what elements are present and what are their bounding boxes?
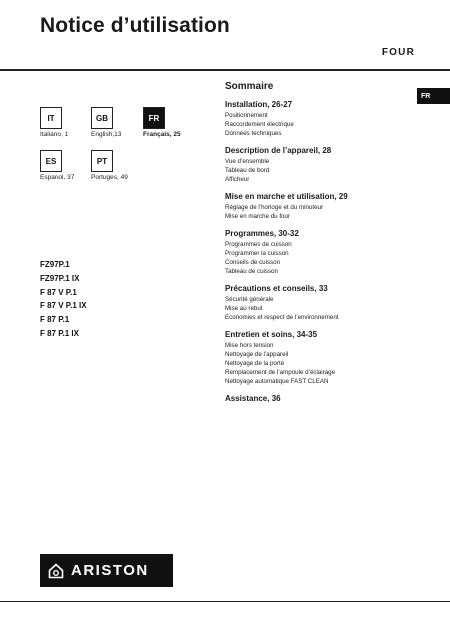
toc-item: Programmer la cuisson [225, 250, 289, 257]
house-icon [48, 563, 64, 579]
toc-heading[interactable]: Mise en marche et utilisation, 29 [225, 192, 348, 201]
toc-item: Mise au rebut [225, 305, 263, 312]
toc-item: Remplacement de l’ampoule d’éclairage [225, 369, 336, 376]
toc-section [225, 191, 425, 221]
toc-section [225, 145, 425, 184]
bottom-divider [0, 601, 450, 602]
table-of-contents [225, 81, 425, 411]
model-item: FZ97P.1 IX [40, 274, 80, 283]
toc-item: Nettoyage de l’appareil [225, 351, 289, 358]
toc-heading[interactable]: Précautions et conseils, 33 [225, 284, 328, 293]
lang-box-pt[interactable]: PT [91, 150, 113, 172]
lang-box-fr[interactable]: FR [143, 107, 165, 129]
toc-heading[interactable]: Description de l’appareil, 28 [225, 146, 332, 155]
brand-logo [40, 554, 173, 587]
brand-name: ARISTON [71, 562, 149, 579]
toc-item: Tableau de bord [225, 167, 270, 174]
toc-heading[interactable]: Entretien et soins, 34-35 [225, 330, 318, 339]
toc-item: Raccordement électrique [225, 121, 294, 128]
toc-item: Positionnement [225, 112, 268, 119]
page-title: Notice d’utilisation [40, 14, 230, 37]
toc-section [225, 283, 425, 322]
toc-item: Nettoyage de la porte [225, 360, 285, 367]
toc-item: Données techniques [225, 130, 282, 137]
toc-heading[interactable]: Programmes, 30-32 [225, 229, 299, 238]
lang-caption-gb: English,13 [91, 131, 122, 138]
toc-section [225, 329, 425, 386]
lang-box-gb[interactable]: GB [91, 107, 113, 129]
model-item: F 87 P.1 IX [40, 329, 79, 338]
lang-caption-es: Espanol, 37 [40, 174, 75, 181]
toc-item: Nettoyage automatique FAST CLEAN [225, 378, 329, 385]
toc-item: Vue d’ensemble [225, 158, 270, 165]
toc-item: Afficheur [225, 176, 250, 183]
toc-heading[interactable]: Installation, 26-27 [225, 100, 293, 109]
toc-item: Mise en marche du four [225, 213, 290, 220]
toc-item: Mise hors tension [225, 342, 274, 349]
lang-box-it[interactable]: IT [40, 107, 62, 129]
model-item: F 87 P.1 [40, 315, 70, 324]
lang-caption-pt: Portuges, 49 [91, 174, 128, 181]
language-side-tab: FR [417, 88, 450, 104]
toc-item: Réglage de l’horloge et du minuteur [225, 204, 324, 211]
toc-section [225, 393, 425, 404]
product-type: FOUR [381, 47, 415, 58]
top-divider [0, 69, 450, 71]
toc-title: Sommaire [225, 81, 274, 92]
toc-item: Programmes de cuisson [225, 241, 292, 248]
toc-section [225, 99, 425, 138]
model-item: FZ97P.1 [40, 260, 70, 269]
lang-caption-it: Italiano, 1 [40, 131, 69, 138]
toc-item: Conseils de cuisson [225, 259, 281, 266]
toc-item: Sécurité générale [225, 296, 274, 303]
toc-item: Economies et respect de l’environnement [225, 314, 339, 321]
model-item: F 87 V P.1 [40, 288, 77, 297]
toc-heading[interactable]: Assistance, 36 [225, 394, 281, 403]
toc-item: Tableau de cuisson [225, 268, 278, 275]
model-item: F 87 V P.1 IX [40, 301, 87, 310]
lang-caption-fr: Français, 25 [143, 131, 181, 138]
lang-box-es[interactable]: ES [40, 150, 62, 172]
toc-section [225, 228, 425, 276]
